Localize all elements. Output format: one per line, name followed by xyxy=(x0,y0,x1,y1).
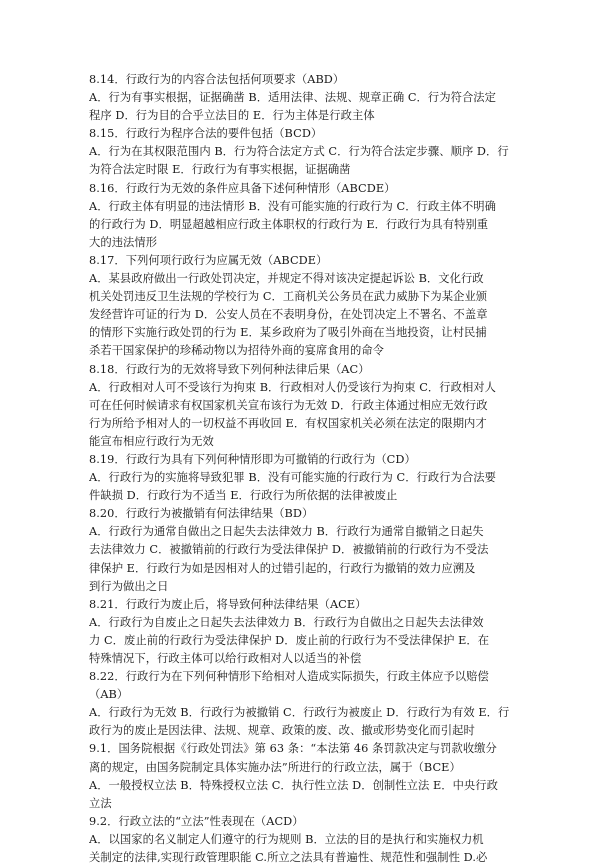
question-line: 8.19．行政行为具有下列何种情形即为可撤销的行政行为（CD） xyxy=(89,452,416,466)
question-line: 8.15．行政行为程序合法的要件包括（BCD） xyxy=(89,127,323,141)
question-line: 8.17．下列何项行政行为应属无效（ABCDE） xyxy=(89,253,328,267)
answer-line: 的行政行为 D．明显超越相应行政主体职权的行政行为 E．行政行为具有特别重 xyxy=(89,217,489,231)
question-line: 9.1．国务院根据《行政处罚法》第 63 条：“本法第 46 条罚款决定与罚款收缴分 xyxy=(89,742,497,756)
answer-line: A．以国家的名义制定人们遵守的行为规则 B．立法的目的是执行和实施权力机 xyxy=(89,832,484,846)
answer-line: 大的违法情形 xyxy=(89,235,158,249)
answer-line: 关制定的法律,实现行政管理职能 C.所立之法具有普遍性、规范性和强制性 D.必 xyxy=(89,851,488,865)
answer-line: 政行为的废止是因法律、法规、规章、政策的废、改、撤或形势变化而引起时 xyxy=(89,724,475,738)
question-line: 9.2．行政立法的“立法”性表现在（ACD） xyxy=(89,814,304,828)
answer-line: 的情形下实施行政处罚的行为 E．某乡政府为了吸引外商在当地投资，让村民捕 xyxy=(89,326,487,340)
answer-line: A．行为在其权限范围内 B．行为符合法定方式 C．行为符合法定步骤、顺序 D．行 xyxy=(89,145,509,159)
document-body xyxy=(89,71,523,867)
question-line: 8.22．行政行为在下列何种情形下给相对人造成实际损失，行政主体应予以赔偿 xyxy=(89,670,489,684)
question-line: 8.14．行政行为的内容合法包括何项要求（ABD） xyxy=(89,73,345,86)
answer-line: 杀若干国家保护的珍稀动物以为招待外商的宴席食用的命令 xyxy=(89,344,385,358)
answer-line: 力 C．废止前的行政行为受法律保护 D．废止前的行政行为不受法律保护 E．在 xyxy=(89,633,490,647)
answer-line: A．行政行为的实施将导致犯罪 B．没有可能实施的行政行为 C．行政行为合法要 xyxy=(89,471,496,485)
answer-line: A．行政行为通常自做出之日起失去法律效力 B．行政行为通常自撤销之日起失 xyxy=(89,525,484,539)
answer-line: A．行政行为无效 B．行政行为被撤销 C．行政行为被废止 D．行政行为有效 E．行 xyxy=(89,706,510,720)
question-line: 8.20．行政行为被撤销有何法律结果（BD） xyxy=(89,507,314,521)
question-line: 8.16．行政行为无效的条件应具备下述何种情形（ABCDE） xyxy=(89,181,396,195)
answer-line: 发经营许可证的行为 D．公安人员在不表明身份，在处罚决定上不署名、不盖章 xyxy=(89,308,488,322)
answer-line: 离的规定，由国务院制定具体实施办法”所进行的行政立法，属于（BCE） xyxy=(89,760,461,774)
answer-line: A．一般授权立法 B．特殊授权立法 C．执行性立法 D．创制性立法 E．中央行政 xyxy=(89,778,498,792)
answer-line: A．行政相对人可不受该行为拘束 B．行政相对人仍受该行为拘束 C．行政相对人 xyxy=(89,380,496,394)
answer-line: 件缺损 D．行政行为不适当 E．行政行为所依据的法律被废止 xyxy=(89,489,398,503)
answer-line: 特殊情况下，行政主体可以给行政相对人以适当的补偿 xyxy=(89,652,362,665)
answer-line: 到行为做出之日 xyxy=(89,579,169,593)
answer-line: A．某县政府做出一行政处罚决定，并规定不得对该决定提起诉讼 B．文化行政 xyxy=(89,272,484,286)
question-line: 8.21．行政行为废止后，将导致何种法律结果（ACE） xyxy=(89,597,367,611)
answer-line: 程序 D．行为目的合乎立法目的 E．行为主体是行政主体 xyxy=(89,109,375,123)
answer-line: 行为所给予相对人的一切权益不再收回 E．有权国家机关必须在法定的限期内才 xyxy=(89,416,487,430)
answer-line: 能宣布相应行政行为无效 xyxy=(89,434,214,448)
answer-line: 去法律效力 C．被撤销前的行政行为受法律保护 D．被撤销前的行政行为不受法 xyxy=(89,543,489,557)
answer-line: 立法 xyxy=(89,796,112,810)
answer-line: 机关处罚违反卫生法规的学校行为 C．工商机关公务员在武力威胁下为某企业颁 xyxy=(89,290,488,304)
answer-line: A．行为有事实根据，证据确凿 B．适用法律、法规、规章正确 C．行为符合法定 xyxy=(89,91,496,105)
answer-line: 律保护 E．行政行为如是因相对人的过错引起的，行政行为撤销的效力应溯及 xyxy=(89,561,476,575)
answer-line: （AB） xyxy=(89,688,129,702)
answer-line: A．行政行为自废止之日起失去法律效力 B．行政行为自做出之日起失去法律效 xyxy=(89,615,484,629)
answer-line: 为符合法定时限 E．行政行为有事实根据，证据确凿 xyxy=(89,163,351,177)
answer-line: A．行政主体有明显的违法情形 B．没有可能实施的行政行为 C．行政主体不明确 xyxy=(89,199,496,213)
question-line: 8.18．行政行为的无效将导致下列何种法律后果（AC） xyxy=(89,362,370,376)
answer-line: 可在任何时候请求有权国家机关宣布该行为无效 D．行政主体通过相应无效行政 xyxy=(89,398,488,412)
